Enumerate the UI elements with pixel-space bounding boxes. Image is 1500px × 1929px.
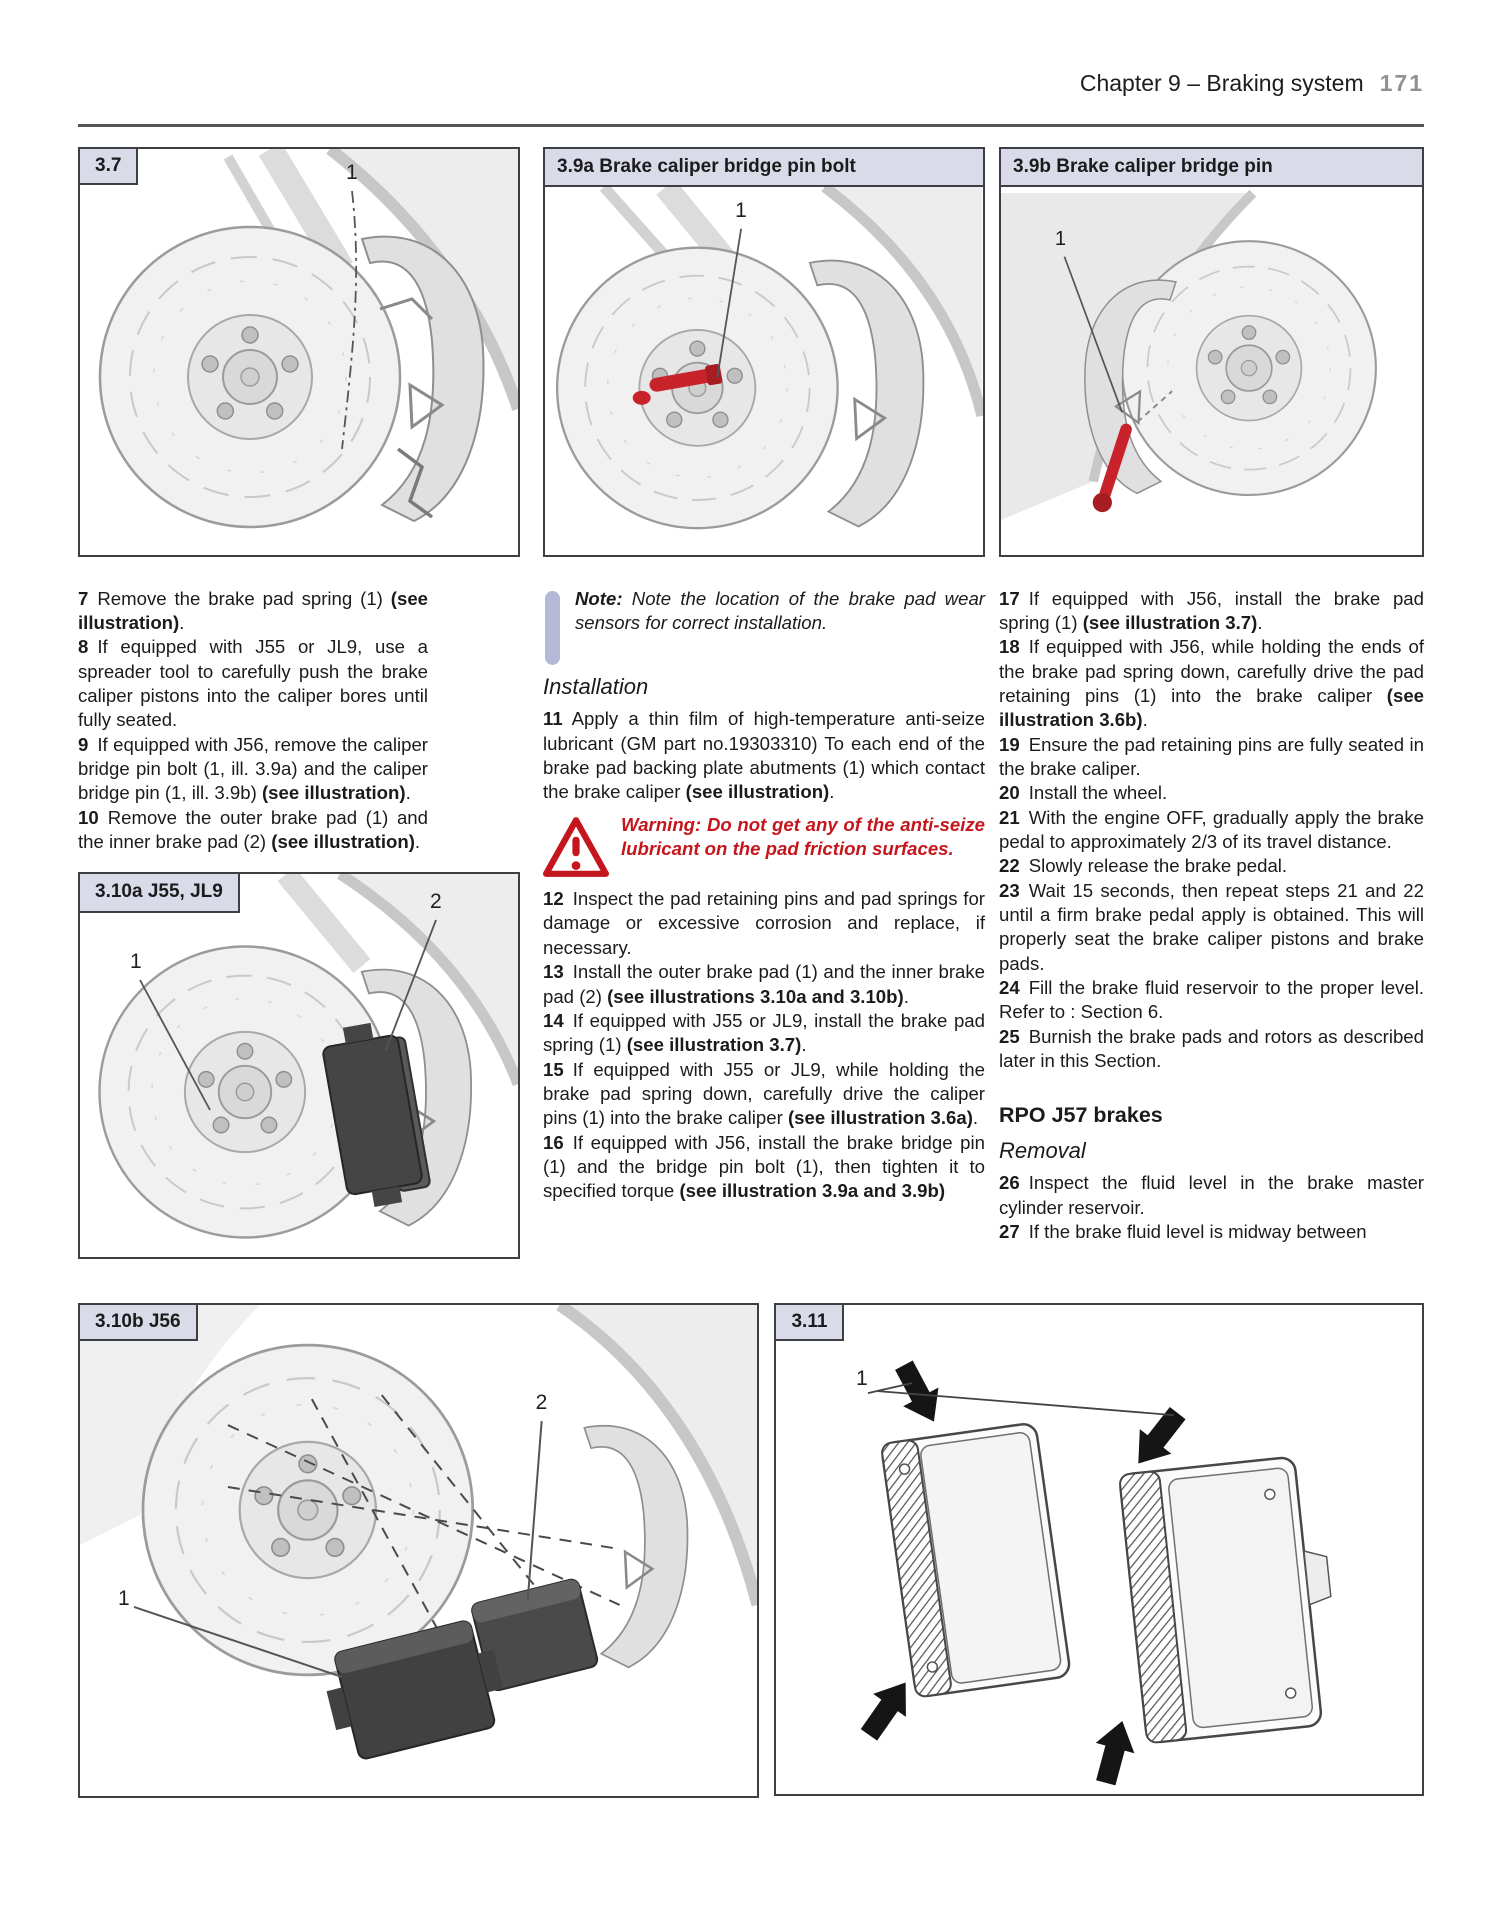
subsection-heading: Installation [543,673,649,699]
step-text: Apply a thin film of high-temperature anti-seize lubricant (GM part no.19303310) To each end of the brake pad backing plate abutments (1) which contact the brake caliper [543,708,985,803]
step-text: (see illustration) [78,587,428,633]
step-13 [543,960,985,1009]
warning-body: Do not get any of the anti-seize lubricant on the pad friction surfaces. [621,813,985,860]
step-14 [543,1009,985,1058]
figure-3-7-illustration [80,149,518,555]
callout-1: 1 [346,160,358,184]
section-heading: RPO J57 brakes [999,1103,1163,1128]
step-number: 16 [543,1131,564,1153]
brake-caliper [584,1426,687,1668]
page-number: 171 [1379,70,1424,96]
step-text: If equipped with J56, while holding the ends of the brake pad spring down, carefully drive the pad retaining pins (1) into the brake caliper [999,636,1424,706]
step-text: Remove the outer brake pad (1) and the inner brake pad (2) [78,806,428,853]
step-text: . [972,1107,979,1129]
warning-label: Warning: [621,813,707,835]
step-number: 13 [543,961,564,983]
step-number: 20 [999,782,1020,804]
step-text: (see illustration 3.7) [626,1034,802,1056]
step-text: If equipped with J55 or JL9, while holding the brake pad spring down, carefully drive the caliper pins (1) into the brake caliper [543,1058,985,1129]
step-21 [999,806,1424,855]
step-text: . [414,831,421,853]
step-9 [78,733,428,806]
figure-3-10a [78,872,520,1259]
step-26 [999,1171,1424,1220]
step-24 [999,976,1424,1025]
bridge-pin-end-highlight [633,390,651,404]
figure-3-11-label: 3.11 [776,1305,844,1341]
figure-3-11-illustration [776,1305,1422,1794]
step-number: 10 [78,806,99,828]
figure-3-7-label: 3.7 [80,149,138,185]
step-text: . [903,985,909,1007]
figure-3-9a [543,147,985,557]
figure-3-10b-illustration [80,1305,757,1796]
step-text: If equipped with J55 or JL9, install the brake pad spring (1) [543,1009,985,1056]
callout-1: 1 [117,1587,130,1611]
step-20 [999,781,1424,805]
step-23 [999,879,1424,976]
note-text [575,587,985,665]
figure-3-10b [78,1303,759,1798]
step-text: . [1257,611,1263,633]
step-25 [999,1025,1424,1074]
middle-column [543,587,985,1204]
step-text: If the brake fluid level is midway between [1028,1221,1367,1243]
step-text: Install the wheel. [1028,782,1168,804]
step-text: If equipped with J56, install the brake pad spring (1) [999,587,1424,633]
note-label: Note: [575,587,632,609]
inner-brake-pad-drawing [1120,1455,1345,1744]
figure-3-11 [774,1303,1424,1796]
bottom-figure-row [78,1303,1424,1798]
callout-2: 2 [535,1391,548,1415]
text-columns [78,587,1424,1260]
step-15 [543,1058,985,1131]
warning-triangle-icon [543,817,609,883]
step-text: With the engine OFF, gradually apply the brake pedal to approximately 2/3 of its travel distance. [999,806,1424,853]
step-number: 14 [543,1009,564,1031]
step-text: . [179,611,185,633]
step-number: 12 [543,888,564,910]
left-column-text [78,587,428,855]
step-number: 17 [999,587,1020,609]
header-rule [78,124,1424,127]
step-text: Burnish the brake pads and rotors as described later in this Section. [999,1025,1424,1072]
step-text: (see illustration 3.6b) [999,684,1424,731]
figure-3-9b-illustration [1001,187,1422,555]
brake-disc [557,247,837,527]
figure-3-7 [78,147,520,557]
step-number: 19 [999,733,1020,755]
step-number: 11 [543,708,563,730]
step-number: 26 [999,1172,1020,1194]
step-number: 18 [999,636,1020,658]
brake-disc [143,1346,473,1676]
step-text: (see illustration) [261,782,406,804]
callout-1: 1 [1054,227,1067,250]
step-text: (see illustration) [685,781,830,803]
callout-1: 1 [735,198,747,222]
step-text: . [801,1034,807,1056]
step-10 [78,806,428,855]
outer-brake-pad-drawing [881,1423,1071,1698]
brake-disc [100,227,400,527]
chapter-title: Chapter 9 – Braking system [1079,70,1364,96]
pointer-arrow [1087,1716,1142,1788]
step-7 [78,587,428,636]
pointer-arrow [853,1671,922,1746]
top-figure-row [78,147,1424,557]
figure-3-9b [999,147,1424,557]
warning-callout [543,813,985,883]
step-17 [999,587,1424,636]
right-column [999,587,1424,1245]
note-pill-icon [545,591,560,665]
step-number: 21 [999,806,1020,828]
step-text: Ensure the pad retaining pins are fully seated in the brake caliper. [999,733,1424,779]
figure-3-9a-caption: 3.9a Brake caliper bridge pin bolt [545,149,983,187]
step-number: 8 [78,636,89,658]
step-12 [543,887,985,960]
step-text: Inspect the fluid level in the brake master cylinder reservoir. [999,1172,1424,1218]
figure-3-9a-illustration [545,187,983,555]
step-number: 23 [999,879,1020,901]
step-number: 15 [543,1058,564,1080]
figure-3-10a-label: 3.10a J55, JL9 [80,874,240,913]
step-text: . [829,781,835,803]
figure-3-10b-label: 3.10b J56 [80,1305,198,1341]
subsection-heading: Removal [999,1137,1086,1163]
step-text: If equipped with J56, remove the caliper bridge pin bolt (1, ill. 3.9a) and the caliper bridge pin (1, ill. 3.9b) [78,733,428,804]
step-number: 9 [78,733,89,755]
step-8 [78,635,428,732]
figure-3-9b-caption: 3.9b Brake caliper bridge pin [1001,149,1422,187]
callout-leader [528,1421,542,1601]
step-text: (see illustration 3.9a and 3.9b) [679,1180,946,1202]
left-column [78,587,520,1260]
figure-3-10a-illustration [80,874,518,1257]
step-number: 24 [999,977,1020,999]
step-text: Slowly release the brake pedal. [1028,855,1288,877]
callout-1: 1 [856,1367,869,1391]
step-text: Remove the brake pad spring (1) [97,587,391,609]
note-callout [543,587,985,665]
note-body: Note the location of the brake pad wear sensors for correct installation. [575,587,985,633]
step-11 [543,707,985,804]
callout-2: 2 [430,890,442,914]
step-number: 27 [999,1221,1020,1243]
step-text: Install the outer brake pad (1) and the inner brake pad (2) [543,961,985,1007]
step-number: 22 [999,855,1020,877]
step-text: (see illustration) [271,831,415,853]
step-text: (see illustration 3.6a) [787,1107,973,1129]
step-text: If equipped with J55 or JL9, use a spreader tool to carefully push the brake caliper pistons into the caliper bores until fully seated. [78,636,428,731]
step-text: Fill the brake fluid reservoir to the proper level. Refer to : Section 6. [999,977,1424,1023]
brake-disc [1122,241,1376,495]
step-27 [999,1220,1424,1244]
warning-text [621,813,985,883]
step-text: (see illustrations 3.10a and 3.10b) [607,985,904,1007]
step-19 [999,733,1424,782]
callout-1: 1 [130,950,142,974]
step-number: 7 [78,587,89,609]
step-text: If equipped with J56, install the brake bridge pin (1) and the bridge pin bolt (1), then tighten it to specified torque [543,1131,985,1202]
step-text: . [405,782,411,804]
step-text: Wait 15 seconds, then repeat steps 21 and 22 until a firm brake pedal apply is obtained. This will properly seat the brake caliper pistons and brake pads. [999,879,1424,974]
step-18 [999,635,1424,732]
step-16 [543,1131,985,1204]
step-text: (see illustration 3.7) [1082,611,1258,633]
page-header [78,70,1424,98]
step-number: 25 [999,1025,1020,1047]
step-text: Inspect the pad retaining pins and pad springs for damage or excessive corrosion and replace, if necessary. [543,888,985,958]
step-22 [999,854,1424,878]
step-text: . [1142,709,1148,731]
